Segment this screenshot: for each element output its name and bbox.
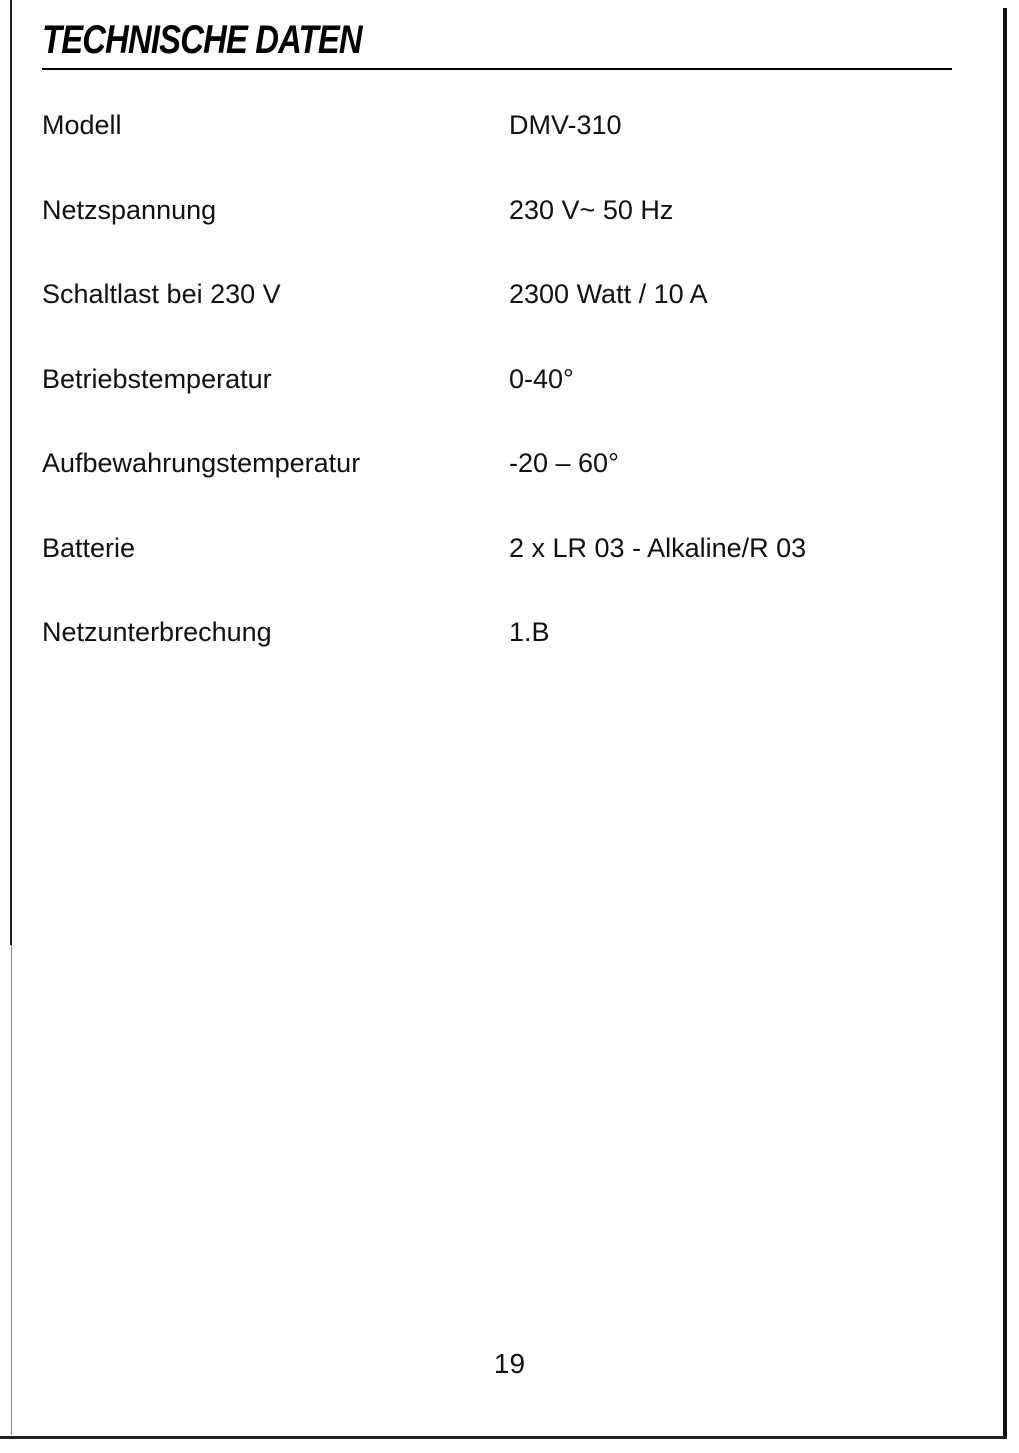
spec-value: 0-40° (509, 363, 574, 394)
spec-row-netzunterbrechung (42, 612, 942, 697)
spec-table (42, 105, 942, 697)
spec-label: Netzspannung (42, 194, 217, 225)
spec-row-netzspannung (42, 190, 942, 275)
page-title: TECHNISCHE DATEN (42, 18, 362, 62)
spec-row-modell (42, 105, 942, 190)
scan-edge-right (1003, 8, 1007, 1438)
spec-value: DMV-310 (509, 110, 622, 140)
spec-label: Schaltlast bei 230 V (42, 279, 281, 309)
spec-label: Aufbewahrungstemperatur (42, 448, 361, 478)
spec-label: Betriebstemperatur (42, 363, 272, 394)
spec-row-betriebstemperatur (42, 359, 942, 444)
spec-value: 230 V~ 50 Hz (509, 194, 674, 225)
spec-row-batterie (42, 528, 942, 613)
spec-value: 2 x LR 03 - Alkaline/R 03 (509, 532, 807, 563)
spec-row-aufbewahrungstemperatur (42, 443, 942, 528)
spec-row-schaltlast (42, 274, 942, 359)
spec-label: Batterie (42, 532, 136, 563)
spec-label: Modell (42, 110, 122, 140)
spec-value: -20 – 60° (509, 448, 619, 478)
spec-value: 2300 Watt / 10 A (509, 279, 708, 309)
title-divider (42, 68, 952, 70)
spec-value: 1.B (509, 617, 550, 647)
spec-label: Netzunterbrechung (42, 617, 272, 647)
page-number: 19 (493, 1348, 526, 1379)
scan-edge-bottom (0, 1436, 1007, 1439)
scan-edge-left (10, 0, 12, 945)
